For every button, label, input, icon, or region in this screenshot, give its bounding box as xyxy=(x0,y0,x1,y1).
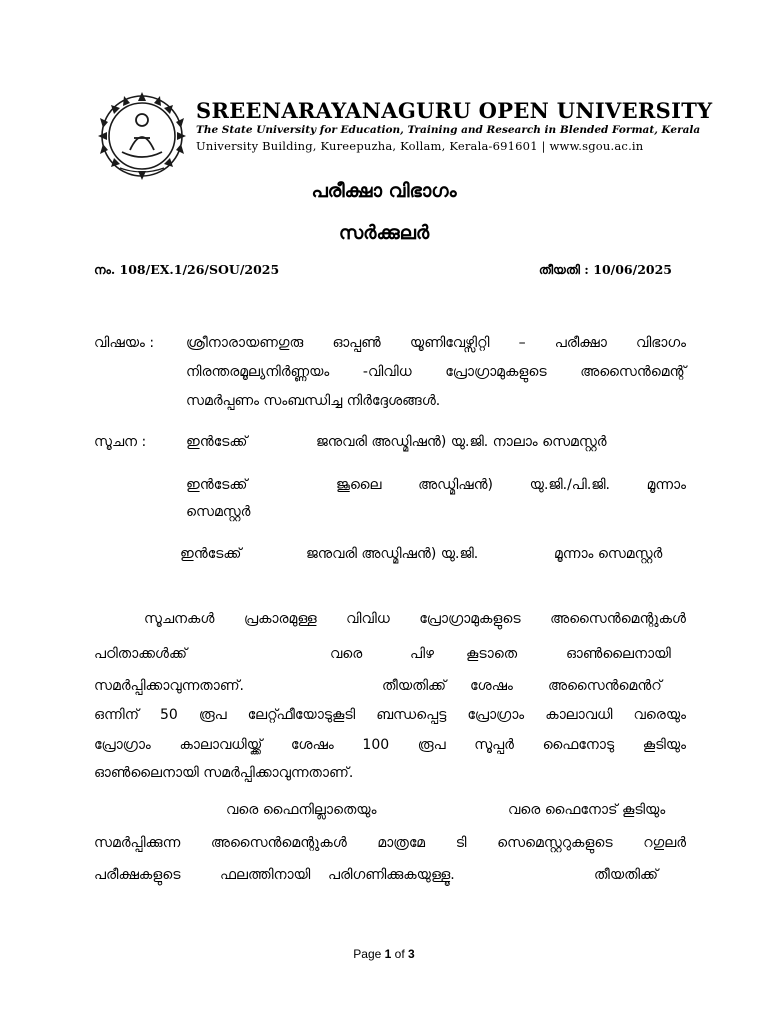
page-prefix: Page xyxy=(353,947,382,961)
page-number xyxy=(0,947,768,961)
reference-1-intake: ഇൻടേക്ക് xyxy=(186,434,248,450)
paragraph1-line-6: ഓൺലൈനായി സമർപ്പിക്കാവുന്നതാണ്. xyxy=(94,765,354,781)
paragraph2-phrase: വരെ ഫൈനോട് കൂടിയും xyxy=(508,802,666,818)
subject-line-2: നിരന്തരമൂല്യനിർണ്ണയം -വിവിധ പ്രോഗ്രാമുകളുടെ അസൈൻമെന്റ് xyxy=(186,364,686,380)
subject-label: വിഷയം : xyxy=(94,335,155,351)
reference-2-continuation: സെമസ്റ്റർ xyxy=(186,504,251,520)
university-logo xyxy=(94,90,190,186)
page-of: of xyxy=(394,947,405,961)
subject-line-1: ശ്രീനാരായണഗുരു ഓപ്പൺ യൂണിവേഴ്സിറ്റി – പരീക്ഷാ വിഭാഗം xyxy=(186,335,686,351)
reference-2-intake: ഇൻടേക്ക് xyxy=(186,477,248,493)
university-tagline: The State University for Education, Training and Research in Blended Format, Kerala xyxy=(196,124,701,136)
reference-3-intake: ഇൻടേക്ക് xyxy=(180,546,242,562)
paragraph2-line-2: സമർപ്പിക്കുന്ന അസൈൻമെന്റുകൾ മാത്രമേ ടി സെമെസ്റ്ററുകളുടെ റഗുലർ xyxy=(94,835,686,851)
paragraph1-word: അസൈൻമെൻറ് xyxy=(548,678,662,694)
university-address: University Building, Kureepuzha, Kollam, Kerala-691601 | www.sgou.ac.in xyxy=(196,139,644,153)
circular-number: നം. 108/EX.1/26/SOU/2025 xyxy=(94,262,280,277)
paragraph1-word: പിഴ xyxy=(410,646,434,662)
subject-line-3: സമർപ്പണം സംബന്ധിച്ച നിർദ്ദേശങ്ങൾ. xyxy=(186,393,441,409)
paragraph1-word: തീയതിക്ക് xyxy=(382,678,446,694)
paragraph2-word: പരീക്ഷകളുടെ xyxy=(94,867,181,883)
reference-1-detail: ജനുവരി അഡ്മിഷൻ) യു.ജി. നാലാം സെമസ്റ്റർ xyxy=(316,434,607,450)
paragraph1-line-5: പ്രോഗ്രാം കാലാവധിയ്ക്ക് ശേഷം 100 രൂപ സൂപ്പർ ഫൈനോടു കൂടിയും xyxy=(94,737,686,753)
document-subtitle: സർക്കുലർ xyxy=(338,222,430,244)
paragraph1-line-4: ഒന്നിന് 50 രൂപ ലേറ്റ്ഫീയോടുകൂടി ബന്ധപ്പെട്ട പ്രോഗ്രാം കാലാവധി വരെയും xyxy=(94,707,686,723)
paragraph2-word: പരിഗണിക്കുകയുള്ളൂ. xyxy=(328,867,455,883)
paragraph2-phrase: വരെ ഫൈനില്ലാതെയും xyxy=(226,802,377,818)
paragraph1-word: വരെ xyxy=(330,646,363,662)
circular-date: തീയതി : 10/06/2025 xyxy=(538,262,672,277)
document-title: പരീക്ഷാ വിഭാഗം xyxy=(311,180,457,202)
paragraph1-word: പഠിതാക്കൾക്ക് xyxy=(94,646,187,662)
paragraph2-word: തീയതിക്ക് xyxy=(594,867,658,883)
reference-3-detail: ജനുവരി അഡ്മിഷൻ) യു.ജി. xyxy=(306,546,479,562)
paragraph1-word: ഓൺലൈനായി xyxy=(566,646,671,662)
paragraph1-line-1: സൂചനകൾ പ്രകാരമുള്ള വിവിധ പ്രോഗ്രാമുകളുടെ അസൈൻമെന്റുകൾ xyxy=(144,611,686,627)
paragraph1-word: സമർപ്പിക്കാവുന്നതാണ്. xyxy=(94,678,245,694)
page-total: 3 xyxy=(408,947,415,961)
reference-2-detail: ജൂലൈ അഡ്മിഷൻ) യു.ജി./പി.ജി. മൂന്നാം xyxy=(336,477,686,493)
page-current: 1 xyxy=(384,947,392,961)
reference-3-extra: മൂന്നാം സെമസ്റ്റർ xyxy=(554,546,663,562)
paragraph1-word: കൂടാതെ xyxy=(466,646,518,662)
university-name: SREENARAYANAGURU OPEN UNIVERSITY xyxy=(196,98,713,123)
reference-label: സൂചന : xyxy=(94,434,147,450)
paragraph2-word: ഫലത്തിനായി xyxy=(220,867,311,883)
paragraph1-word: ശേഷം xyxy=(470,678,513,694)
